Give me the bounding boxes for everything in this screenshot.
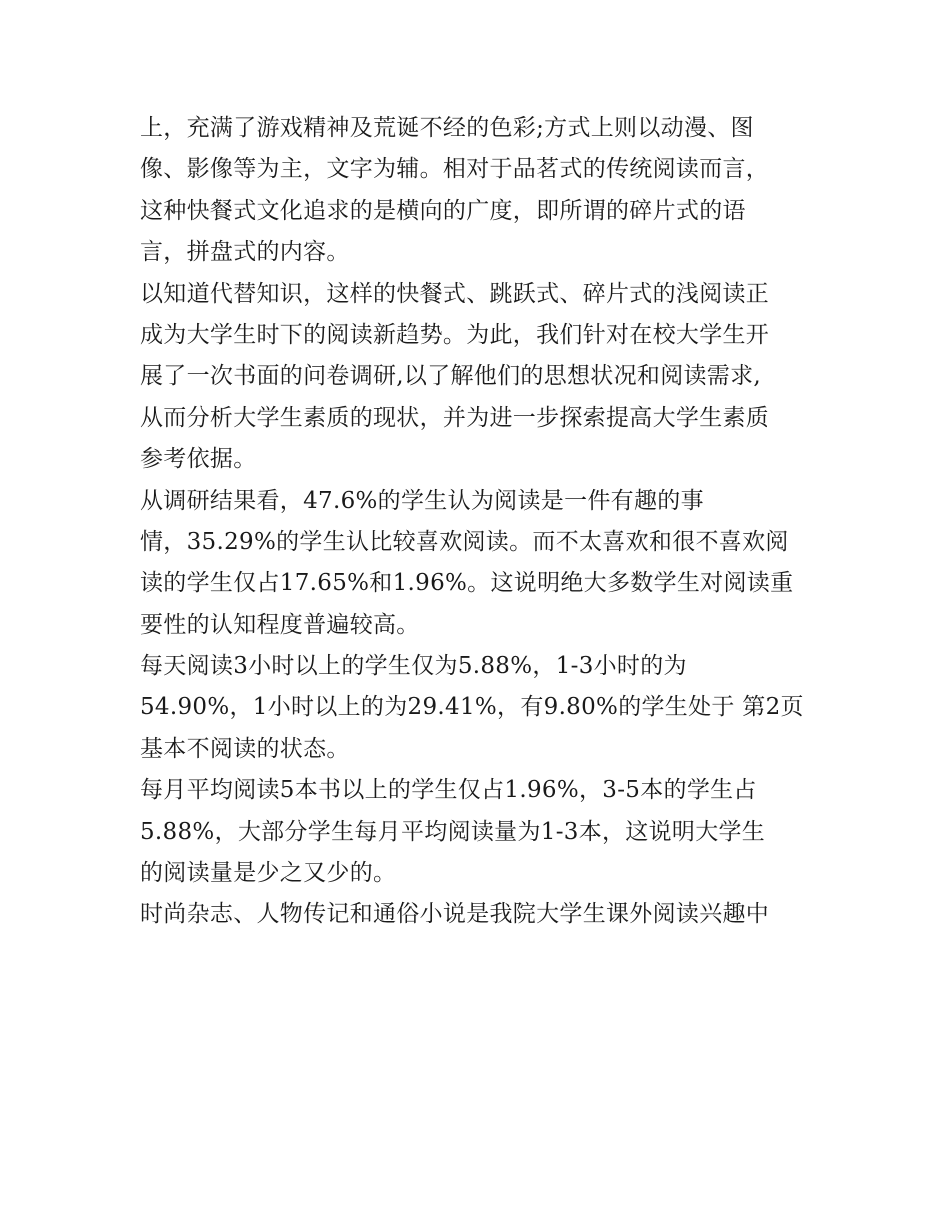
text-line-17: 每月平均阅读5本书以上的学生仅占1.96%，3-5本的学生占 [140,777,757,804]
text-line-10: 从调研结果看，47.6%的学生认为阅读是一件有趣的事 [140,487,704,514]
text-line-3: 这种快餐式文化追求的是横向的广度，即所谓的碎片式的语 [140,197,746,224]
body-text [140,108,820,936]
text-line-14: 每天阅读3小时以上的学生仅为5.88%，1-3小时的为 [140,653,687,680]
text-line-2: 像、影像等为主，文字为辅。相对于品茗式的传统阅读而言， [140,156,770,183]
text-line-20: 时尚杂志、人物传记和通俗小说是我院大学生课外阅读兴趣中 [140,901,770,928]
text-line-6: 成为大学生时下的阅读新趋势。为此，我们针对在校大学生开 [140,321,770,348]
text-line-13: 要性的认知程度普遍较高。 [140,611,420,638]
text-line-15: 54.90%，1小时以上的为29.41%，有9.80%的学生处于 第2页 [140,694,804,721]
text-line-11: 情，35.29%的学生认比较喜欢阅读。而不太喜欢和很不喜欢阅 [140,528,789,555]
text-line-19: 的阅读量是少之又少的。 [140,860,397,887]
text-line-9: 参考依据。 [140,446,257,473]
text-line-8: 从而分析大学生素质的现状，并为进一步探索提高大学生素质 [140,404,770,431]
text-line-5: 以知道代替知识，这样的快餐式、跳跃式、碎片式的浅阅读正 [140,280,770,307]
text-line-4: 言，拼盘式的内容。 [140,239,350,266]
text-line-18: 5.88%，大部分学生每月平均阅读量为1-3本，这说明大学生 [140,818,766,845]
text-line-7: 展了一次书面的问卷调研,以了解他们的思想状况和阅读需求, [140,363,762,390]
text-line-1: 上，充满了游戏精神及荒诞不经的色彩;方式上则以动漫、图 [140,115,754,141]
text-line-12: 读的学生仅占17.65%和1.96%。这说明绝大多数学生对阅读重 [140,570,794,597]
text-line-16: 基本不阅读的状态。 [140,735,350,762]
